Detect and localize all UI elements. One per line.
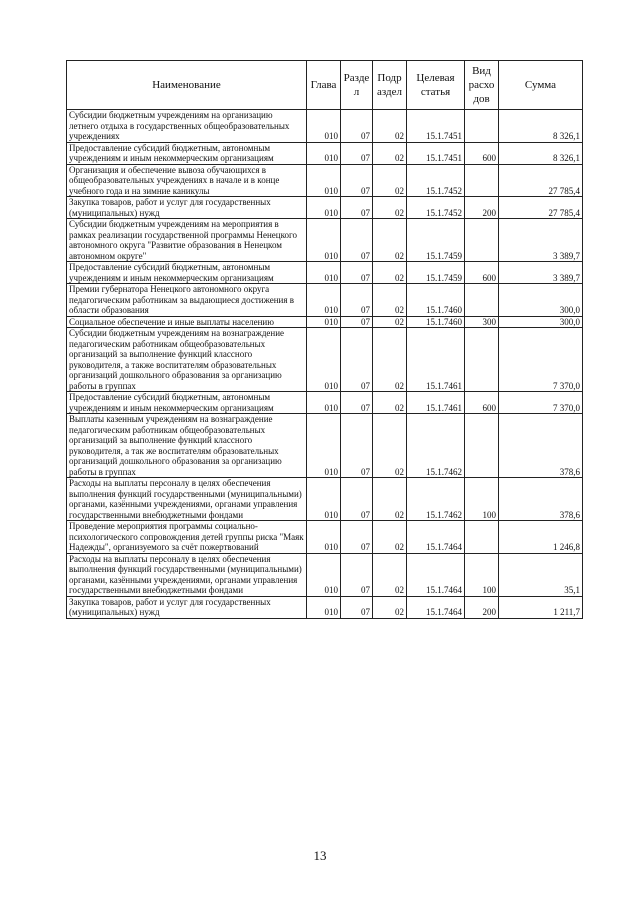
table-row — [67, 197, 583, 219]
row-sum: 3 389,7 — [499, 262, 583, 284]
row-name: Проведение мероприятия программы социально-психологического сопровождения детей группы риска "Маяк Надежды", организуемого за счёт пожертвований — [67, 521, 307, 554]
row-target: 15.1.7452 — [407, 197, 465, 219]
row-podrazdel: 02 — [373, 521, 407, 554]
row-podrazdel: 02 — [373, 478, 407, 521]
row-razdel: 07 — [341, 284, 373, 317]
row-glava: 010 — [307, 328, 341, 392]
row-vid — [465, 110, 499, 143]
row-sum: 7 370,0 — [499, 392, 583, 414]
row-razdel: 07 — [341, 164, 373, 197]
row-target: 15.1.7460 — [407, 284, 465, 317]
row-target: 15.1.7461 — [407, 392, 465, 414]
row-target: 15.1.7461 — [407, 328, 465, 392]
row-glava: 010 — [307, 110, 341, 143]
row-sum: 27 785,4 — [499, 197, 583, 219]
row-sum: 1 246,8 — [499, 521, 583, 554]
row-target: 15.1.7462 — [407, 414, 465, 478]
table-row — [67, 164, 583, 197]
row-name: Расходы на выплаты персоналу в целях обеспечения выполнения функций государственными (муниципальными) органами, казёнными учреждениями, органами управления государственными внебюджетными фондами — [67, 478, 307, 521]
row-razdel: 07 — [341, 521, 373, 554]
row-vid: 600 — [465, 142, 499, 164]
row-podrazdel: 02 — [373, 197, 407, 219]
row-name: Субсидии бюджетным учреждениям на мероприятия в рамках реализации государственной программы Ненецкого автономного округа "Развитие образования в Ненецком автономном округе" — [67, 219, 307, 262]
row-glava: 010 — [307, 553, 341, 596]
row-vid — [465, 328, 499, 392]
row-vid: 200 — [465, 197, 499, 219]
row-target: 15.1.7451 — [407, 142, 465, 164]
table-row — [67, 478, 583, 521]
row-podrazdel: 02 — [373, 110, 407, 143]
row-name: Расходы на выплаты персоналу в целях обеспечения выполнения функций государственными (муниципальными) органами, казёнными учреждениями, органами управления государственными внебюджетными фондами — [67, 553, 307, 596]
table-row — [67, 521, 583, 554]
row-glava: 010 — [307, 142, 341, 164]
row-name: Предоставление субсидий бюджетным, автономным учреждениям и иным некоммерческим организациям — [67, 392, 307, 414]
row-target: 15.1.7459 — [407, 262, 465, 284]
row-glava: 010 — [307, 316, 341, 328]
row-razdel: 07 — [341, 262, 373, 284]
row-sum: 1 211,7 — [499, 596, 583, 618]
row-glava: 010 — [307, 596, 341, 618]
row-razdel: 07 — [341, 110, 373, 143]
row-podrazdel: 02 — [373, 142, 407, 164]
row-sum: 8 326,1 — [499, 110, 583, 143]
row-name: Организация и обеспечение вывоза обучающихся в общеобразовательных учреждениях в начале и в конце учебного года и на зимние каникулы — [67, 164, 307, 197]
row-podrazdel: 02 — [373, 316, 407, 328]
row-razdel: 07 — [341, 392, 373, 414]
row-name: Предоставление субсидий бюджетным, автономным учреждениям и иным некоммерческим организациям — [67, 262, 307, 284]
header-name: Наименование — [67, 61, 307, 110]
table-row — [67, 284, 583, 317]
table-row — [67, 553, 583, 596]
row-name: Закупка товаров, работ и услуг для государственных (муниципальных) нужд — [67, 197, 307, 219]
row-razdel: 07 — [341, 316, 373, 328]
row-podrazdel: 02 — [373, 414, 407, 478]
row-glava: 010 — [307, 164, 341, 197]
row-sum: 3 389,7 — [499, 219, 583, 262]
row-razdel: 07 — [341, 596, 373, 618]
row-name: Закупка товаров, работ и услуг для государственных (муниципальных) нужд — [67, 596, 307, 618]
row-vid — [465, 284, 499, 317]
header-podrazdel: Подр аздел — [373, 61, 407, 110]
row-target: 15.1.7464 — [407, 596, 465, 618]
row-sum: 378,6 — [499, 414, 583, 478]
row-razdel: 07 — [341, 414, 373, 478]
header-razdel: Разде л — [341, 61, 373, 110]
row-razdel: 07 — [341, 219, 373, 262]
row-sum: 35,1 — [499, 553, 583, 596]
row-vid — [465, 219, 499, 262]
row-podrazdel: 02 — [373, 164, 407, 197]
row-razdel: 07 — [341, 142, 373, 164]
row-glava: 010 — [307, 414, 341, 478]
header-vid: Вид расхо дов — [465, 61, 499, 110]
row-target: 15.1.7459 — [407, 219, 465, 262]
table-row — [67, 596, 583, 618]
row-target: 15.1.7464 — [407, 553, 465, 596]
header-target: Целевая статья — [407, 61, 465, 110]
row-glava: 010 — [307, 478, 341, 521]
header-sum: Сумма — [499, 61, 583, 110]
row-vid: 100 — [465, 478, 499, 521]
row-podrazdel: 02 — [373, 553, 407, 596]
row-podrazdel: 02 — [373, 219, 407, 262]
table-row — [67, 219, 583, 262]
row-vid — [465, 521, 499, 554]
row-podrazdel: 02 — [373, 328, 407, 392]
row-vid: 100 — [465, 553, 499, 596]
row-sum: 378,6 — [499, 478, 583, 521]
table-row — [67, 262, 583, 284]
row-glava: 010 — [307, 197, 341, 219]
row-target: 15.1.7460 — [407, 316, 465, 328]
budget-table — [66, 60, 583, 619]
row-name: Субсидии бюджетным учреждениям на вознаграждение педагогическим работникам общеобразовательных организаций за выполнение функций классного руководителя, а также воспитателям образовательных организаций дошкольного образования за организацию работы в группах — [67, 328, 307, 392]
row-sum: 300,0 — [499, 316, 583, 328]
row-name: Предоставление субсидий бюджетным, автономным учреждениям и иным некоммерческим организациям — [67, 142, 307, 164]
page-number: 13 — [313, 848, 327, 863]
row-podrazdel: 02 — [373, 596, 407, 618]
row-vid — [465, 414, 499, 478]
row-sum: 7 370,0 — [499, 328, 583, 392]
table-header-row — [67, 61, 583, 110]
row-razdel: 07 — [341, 478, 373, 521]
row-name: Субсидии бюджетным учреждениям на организацию летнего отдыха в государственных общеобразовательных учреждениях — [67, 110, 307, 143]
row-glava: 010 — [307, 219, 341, 262]
row-vid: 600 — [465, 262, 499, 284]
row-vid — [465, 164, 499, 197]
row-podrazdel: 02 — [373, 262, 407, 284]
row-target: 15.1.7451 — [407, 110, 465, 143]
table-row — [67, 392, 583, 414]
row-glava: 010 — [307, 392, 341, 414]
row-target: 15.1.7462 — [407, 478, 465, 521]
row-razdel: 07 — [341, 553, 373, 596]
row-glava: 010 — [307, 262, 341, 284]
row-glava: 010 — [307, 284, 341, 317]
row-razdel: 07 — [341, 328, 373, 392]
row-glava: 010 — [307, 521, 341, 554]
row-vid: 300 — [465, 316, 499, 328]
row-name: Социальное обеспечение и иные выплаты населению — [67, 316, 307, 328]
row-razdel: 07 — [341, 197, 373, 219]
row-target: 15.1.7464 — [407, 521, 465, 554]
row-podrazdel: 02 — [373, 392, 407, 414]
header-glava: Глава — [307, 61, 341, 110]
row-vid: 200 — [465, 596, 499, 618]
table-row — [67, 328, 583, 392]
row-sum: 27 785,4 — [499, 164, 583, 197]
row-target: 15.1.7452 — [407, 164, 465, 197]
row-podrazdel: 02 — [373, 284, 407, 317]
row-sum: 8 326,1 — [499, 142, 583, 164]
row-name: Премии губернатора Ненецкого автономного округа педагогическим работникам за выдающиеся достижения в области образования — [67, 284, 307, 317]
table-row — [67, 316, 583, 328]
table-row — [67, 142, 583, 164]
row-vid: 600 — [465, 392, 499, 414]
row-sum: 300,0 — [499, 284, 583, 317]
table-row — [67, 414, 583, 478]
row-name: Выплаты казенным учреждениям на вознаграждение педагогическим работникам общеобразовательных организаций за выполнение функций классного руководителя, а так же воспитателям образовательных организаций дошкольного образования за организацию работы в группах — [67, 414, 307, 478]
table-row — [67, 110, 583, 143]
